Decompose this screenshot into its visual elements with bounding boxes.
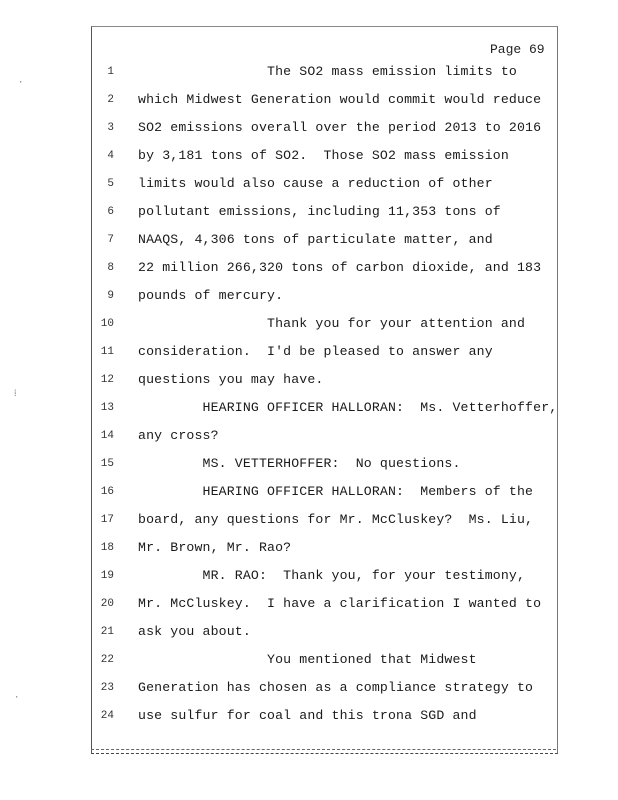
transcript-line: HEARING OFFICER HALLORAN: Members of the (138, 484, 534, 499)
transcript-line: MS. VETTERHOFFER: No questions. (138, 456, 461, 471)
line-number: 15 (100, 458, 114, 470)
transcript-line: any cross? (138, 428, 219, 443)
transcript-line: pounds of mercury. (138, 288, 284, 303)
transcript-line: Thank you for your attention and (138, 316, 526, 331)
page-number: Page 69 (490, 42, 545, 57)
line-number: 23 (100, 682, 114, 694)
transcript-line: HEARING OFFICER HALLORAN: Ms. Vetterhoffer, (138, 400, 558, 415)
line-number: 4 (107, 150, 114, 162)
margin-scan-mark: · (18, 78, 24, 88)
line-number: 13 (100, 402, 114, 414)
line-number: 14 (100, 430, 114, 442)
transcript-line: questions you may have. (138, 372, 324, 387)
line-number: 17 (100, 514, 114, 526)
line-number: 10 (100, 318, 114, 330)
transcript-line: Mr. Brown, Mr. Rao? (138, 540, 292, 555)
margin-scan-mark: · (14, 693, 20, 703)
transcript-line: limits would also cause a reduction of other (138, 176, 493, 191)
line-number: 1 (107, 66, 114, 78)
line-number: 5 (107, 178, 114, 190)
line-number: 18 (100, 542, 114, 554)
line-number: 21 (100, 626, 114, 638)
transcript-line: use sulfur for coal and this trona SGD and (138, 708, 477, 723)
transcript-line: NAAQS, 4,306 tons of particulate matter, and (138, 232, 493, 247)
line-number: 11 (100, 346, 114, 358)
line-number: 22 (100, 654, 114, 666)
line-number: 3 (107, 122, 114, 134)
line-number: 2 (107, 94, 114, 106)
transcript-line: SO2 emissions overall over the period 2013 to 2016 (138, 120, 542, 135)
transcript-line: which Midwest Generation would commit would reduce (138, 92, 542, 107)
transcript-line: board, any questions for Mr. McCluskey? Ms. Liu, (138, 512, 534, 527)
transcript-line: Mr. McCluskey. I have a clarification I wanted to (138, 596, 542, 611)
transcript-page-frame (91, 26, 558, 754)
transcript-line: pollutant emissions, including 11,353 tons of (138, 204, 501, 219)
line-number: 6 (107, 206, 114, 218)
transcript-line: MR. RAO: Thank you, for your testimony, (138, 568, 526, 583)
bottom-dashed-rule (91, 749, 556, 750)
transcript-line: consideration. I'd be pleased to answer any (138, 344, 493, 359)
line-number: 9 (107, 290, 114, 302)
transcript-line: by 3,181 tons of SO2. Those SO2 mass emission (138, 148, 509, 163)
transcript-line: The SO2 mass emission limits to (138, 64, 517, 79)
line-number: 12 (100, 374, 114, 386)
line-number: 16 (100, 486, 114, 498)
line-number: 8 (107, 262, 114, 274)
line-number: 7 (107, 234, 114, 246)
line-number: 20 (100, 598, 114, 610)
line-number: 19 (100, 570, 114, 582)
transcript-line: You mentioned that Midwest (138, 652, 477, 667)
transcript-line: Generation has chosen as a compliance strategy to (138, 680, 534, 695)
transcript-line: 22 million 266,320 tons of carbon dioxide, and 183 (138, 260, 542, 275)
margin-scan-mark: ⁞ (14, 389, 17, 399)
transcript-line: ask you about. (138, 624, 251, 639)
line-number: 24 (100, 710, 114, 722)
